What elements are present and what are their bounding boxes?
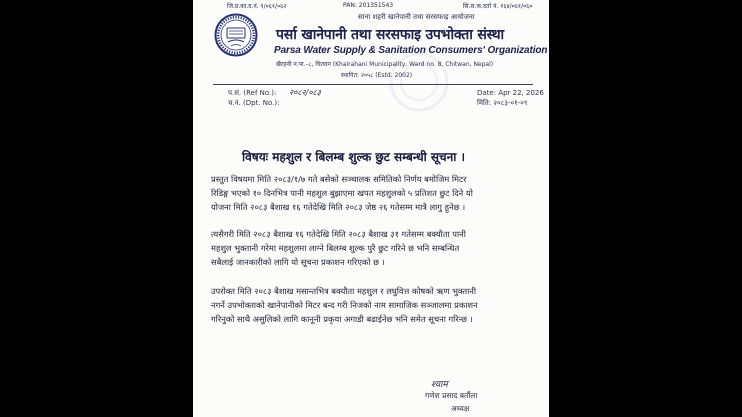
signer-title: अध्यक्ष (451, 404, 470, 413)
affiliation-number: सि.स.क.दर्ता नं. १६४/०६१/०६० (463, 3, 533, 10)
notice-paragraph (211, 172, 537, 214)
notice-document (193, 0, 549, 417)
established-year: स्थापित: २०५८ (Estd. 2002) (341, 72, 413, 79)
notice-paragraph (211, 227, 537, 269)
organization-seal-logo-icon (214, 13, 258, 57)
paragraph-line: योजना मिति २०८३ बैशाख १६ गतेदेखि मिति २०८३ जेष्ठ २६ गतेसम्म मात्रै लागु हुनेछ । (211, 202, 466, 212)
organization-name-english: Parsa Water Supply & Sanitation Consumers' Organization (274, 45, 548, 56)
date-nepali: मिति: २०८३-०१-०९ (477, 99, 528, 107)
organization-address: खैरहनी न.पा.–८, चितवन (Khairahani Municipality, Ward no. 8, Chitwan, Nepal) (276, 61, 494, 68)
paragraph-line: उपरोक्त मिति २०८३ बैशाख मसान्तभित्र बक्यौता महशुल र लघुवित्त कोषको ऋण भुक्तानी (211, 286, 477, 296)
handwritten-signature: श्याम (431, 380, 448, 390)
paragraph-line: नगर्ने उपभोक्ताको खानेपानीको मिटर बन्द गरी निजको नाम सामाजिक सञ्जालमा प्रकाशन (211, 300, 478, 310)
header-divider (213, 84, 533, 85)
paragraph-line: रिडिङ्ग भएको १० दिनभित्र पानी महशुल बुझाएमा खपत महशुलको ५ प्रतिशत छुट दिने यो (211, 188, 473, 198)
notice-paragraph (211, 284, 537, 326)
organization-name-nepali: पर्सा खानेपानी तथा सरसफाइ उपभोक्ता संस्था (276, 27, 504, 43)
registration-number: जि.प्र.का.द.नं. १/०६१/०६२ (227, 3, 287, 10)
notice-subject: विषयः महशुल र बिलम्ब शुल्क छुट सम्बन्धी सूचना । (242, 150, 466, 164)
reference-number-value: २०८२/०८३ (289, 88, 321, 97)
pan-number: PAN: 201351543 (343, 2, 394, 9)
watermark-seal-icon (389, 52, 449, 112)
reference-number-label: प.सं. (Ref No.): (228, 89, 277, 97)
paragraph-line: सबैलाई जानकारीको लागि यो सूचना प्रकाशन गरिएको छ । (211, 257, 385, 267)
paragraph-line: प्रस्तुत विषयमा मिति २०८३/१/७ गते बसेको सञ्चालक समितिको निर्णय बमोजिम मिटर (211, 174, 467, 184)
date-english: Date: Apr 22, 2026 (477, 89, 544, 97)
dispatch-number-label: च.नं. (Dpt. No.): (228, 99, 280, 107)
signer-name: गणेश प्रसाद बर्तौला (425, 391, 478, 400)
project-tagline: साना शहरी खानेपानी तथा सरसफाइ आयोजना (358, 13, 475, 21)
paragraph-line: महशुल भुक्तानी गरेमा महशुलमा लाग्ने बिलम्ब शुल्क पुरै छुट गरिने छ भनि सम्बन्धित (211, 243, 460, 253)
paragraph-line: गरिनुको साथै असुलिको लागि कानूनी प्रकृया अगाडी बढाईनेछ भनि समेत सूचना गरिन्छ । (211, 314, 473, 324)
paragraph-line: त्यसैगरी मिति २०८३ बैशाख १६ गतेदेखि मिति २०८३ बैशाख ३१ गतेसम्म बक्यौता पानी (211, 229, 466, 239)
